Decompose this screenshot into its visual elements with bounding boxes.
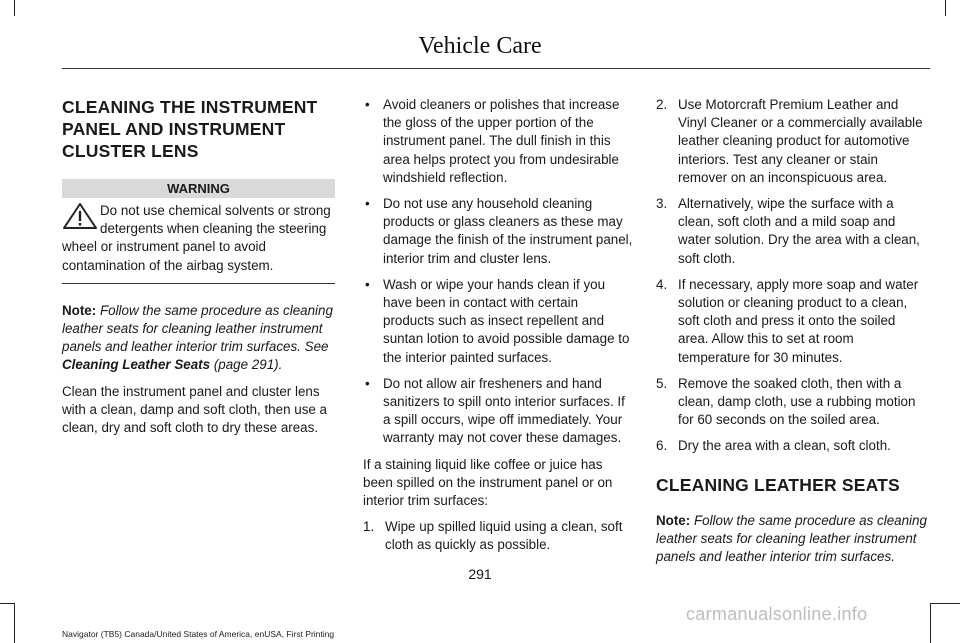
step-number: 3.	[656, 196, 668, 212]
bullet-list	[363, 96, 633, 448]
note-label: Note:	[656, 512, 691, 528]
page-number: 291	[468, 566, 492, 582]
step-text: Use Motorcraft Premium Leather and Vinyl Cleaner or a commercially available leather cleaning product for automotive interiors. Test any cleaner or stain remover on an inconspicuous area.	[678, 97, 923, 185]
column-2	[363, 96, 633, 563]
note-text: Follow the same procedure as cleaning leather seats for cleaning leather instrument panels and leather interior trim surfaces.	[656, 512, 927, 565]
step-number: 5.	[656, 375, 668, 391]
step-text: Dry the area with a clean, soft cloth.	[678, 438, 891, 454]
bullet-icon: •	[365, 276, 370, 292]
step-list	[656, 96, 928, 456]
list-item: • Do not use any household cleaning products or glass cleaners as these may damage the finish of the instrument panel, interior trim and cluster lens.	[365, 196, 633, 266]
list-item: • Do not allow air fresheners and hand sanitizers to spill onto interior surfaces. If a spill occurs, wipe off immediately. Your warranty may not cover these damages.	[365, 375, 625, 446]
step-list	[363, 518, 633, 554]
step-text: Wipe up spilled liquid using a clean, soft cloth as quickly as possible.	[385, 519, 623, 553]
section-heading-line: PANEL AND INSTRUMENT	[62, 119, 286, 139]
crop-mark	[14, 0, 15, 16]
warning-label: WARNING	[62, 179, 335, 198]
crop-mark	[945, 0, 946, 16]
warning-triangle-icon	[62, 202, 98, 230]
step-item	[656, 375, 928, 430]
note	[656, 512, 928, 567]
header-rule	[62, 68, 930, 69]
paragraph: If a staining liquid like coffee or juice has been spilled on the instrument panel or on interior trim surfaces:	[363, 456, 613, 509]
list-item: • Wash or wipe your hands clean if you have been in contact with certain products such as insect repellent and suntan lotion to avoid possible damage to the interior painted surfaces.	[365, 276, 630, 365]
warning-text: Do not use chemical solvents or strong detergents when cleaning the steering wheel or instrument panel to avoid contamination of the airbag system.	[62, 203, 331, 273]
step-text: Alternatively, wipe the surface with a clean, soft cloth and a mild soap and water solution. Dry the area with a clean, soft cloth.	[678, 196, 920, 266]
page-reference: (page 291).	[213, 357, 283, 373]
step-item	[656, 195, 928, 268]
crop-mark	[930, 603, 960, 604]
warning-box	[62, 179, 335, 284]
note-see: See	[304, 339, 329, 355]
bullet-icon: •	[365, 97, 370, 112]
section-heading	[62, 96, 335, 162]
step-item	[656, 96, 928, 187]
step-number: 2.	[656, 97, 668, 112]
page-header-title: Vehicle Care	[418, 33, 542, 59]
crop-mark	[0, 603, 14, 604]
column-3	[656, 96, 928, 566]
step-text: If necessary, apply more soap and water solution or cleaning product to a clean, soft cloth and press it onto the soiled area. Allow this to set at room temperature for 30 minutes.	[678, 276, 919, 365]
footer-text: Navigator (TB5) Canada/United States of America, enUSA, First Printing	[62, 629, 335, 639]
step-item	[363, 518, 633, 554]
bullet-icon: •	[365, 375, 370, 391]
list-item: • Avoid cleaners or polishes that increase the gloss of the upper portion of the instrument panel. The dull finish in this area helps protect you from undesirable windshield reflection.	[365, 97, 620, 185]
cross-reference-link[interactable]: Cleaning Leather Seats	[62, 357, 211, 373]
column-1	[62, 96, 335, 437]
crop-mark	[930, 603, 931, 643]
section-heading: CLEANING LEATHER SEATS	[656, 474, 900, 495]
watermark: carmanualsonline.info	[686, 604, 868, 624]
step-item	[656, 276, 928, 367]
step-item	[656, 437, 928, 455]
crop-mark	[14, 603, 15, 643]
warning-text-block	[62, 202, 335, 275]
section-heading-line: CLUSTER LENS	[62, 141, 199, 161]
bullet-icon: •	[365, 196, 370, 212]
paragraph: Clean the instrument panel and cluster lens with a clean, damp and soft cloth, then use a clean, dry and soft cloth to dry these areas.	[62, 383, 328, 436]
note-text: Follow the same procedure as cleaning leather seats for cleaning leather instrument panels and leather interior trim surfaces.	[62, 302, 333, 355]
note-label: Note:	[62, 302, 97, 318]
section-heading-line: CLEANING THE INSTRUMENT	[62, 97, 318, 117]
step-number: 4.	[656, 276, 668, 292]
step-number: 6.	[656, 438, 668, 454]
note	[62, 302, 335, 375]
step-number: 1.	[363, 519, 375, 535]
step-text: Remove the soaked cloth, then with a clean, damp cloth, use a rubbing motion for 60 seconds on the soiled area.	[678, 375, 916, 428]
